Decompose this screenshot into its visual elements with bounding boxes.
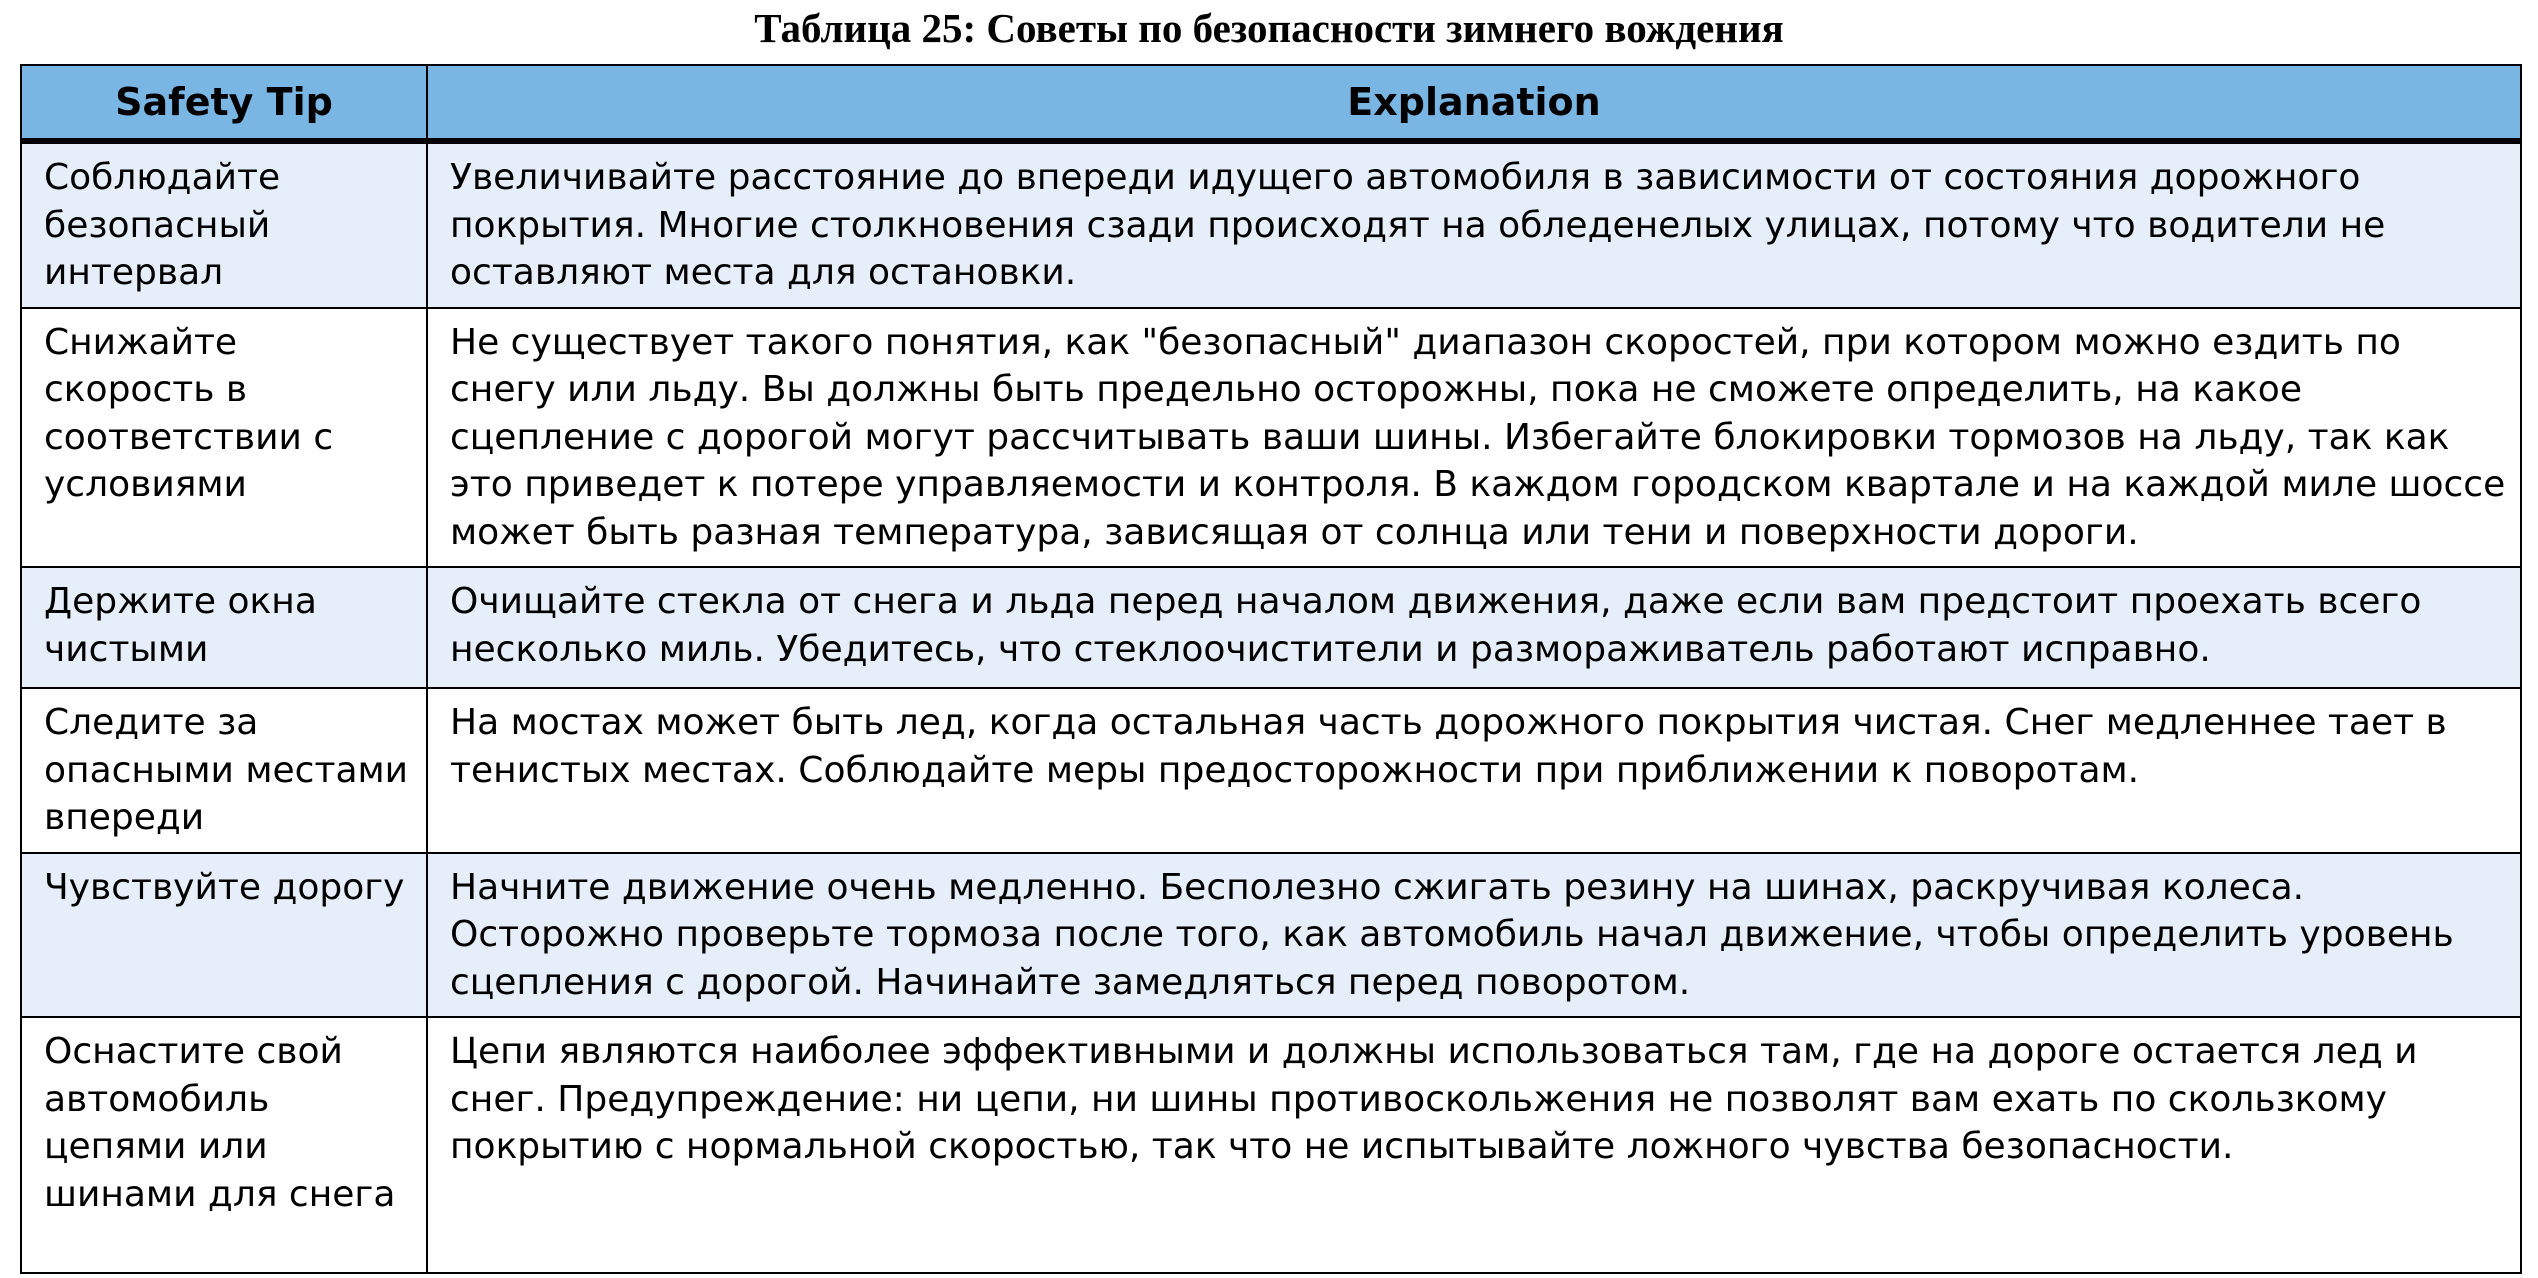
column-header-safety-tip: Safety Tip (21, 65, 427, 141)
explanation-cell: На мостах может быть лед, когда остальная часть дорожного покрытия чистая. Снег медленнее тает в тенистых местах. Соблюдайте меры предосторожности при приближении к поворотам. (427, 688, 2521, 853)
tip-cell: Следите за опасными местами впереди (21, 688, 427, 853)
tip-cell: Снижайте скорость в соответствии с условиями (21, 308, 427, 568)
table-row (21, 141, 2521, 308)
explanation-cell: Цепи являются наиболее эффективными и должны использоваться там, где на дороге остается лед и снег. Предупреждение: ни цепи, ни шины противоскольжения не позволят вам ехать по скользкому покрытию с нормальной скоростью, так что не испытывайте ложного чувства безопасности. (427, 1017, 2521, 1273)
safety-tips-table (20, 64, 2522, 1274)
column-header-explanation: Explanation (427, 65, 2521, 141)
tip-cell: Соблюдайте безопасный интервал (21, 141, 427, 308)
tip-cell: Держите окна чистыми (21, 567, 427, 688)
table-row (21, 308, 2521, 568)
explanation-cell: Увеличивайте расстояние до впереди идущего автомобиля в зависимости от состояния дорожного покрытия. Многие столкновения сзади происходят на обледенелых улицах, потому что водители не оставляют места для остановки. (427, 141, 2521, 308)
table-row (21, 688, 2521, 853)
explanation-cell: Не существует такого понятия, как "безопасный" диапазон скоростей, при котором можно ездить по снегу или льду. Вы должны быть предельно осторожны, пока не сможете определить, на какое сцепление с дорогой могут рассчитывать ваши шины. Избегайте блокировки тормозов на льду, так как это приведет к потере управляемости и контроля. В каждом городском квартале и на каждой миле шоссе может быть разная температура, зависящая от солнца или тени и поверхности дороги. (427, 308, 2521, 568)
tip-cell: Оснастите свой автомобиль цепями или шинами для снега (21, 1017, 427, 1273)
table-row (21, 1017, 2521, 1273)
table-row (21, 853, 2521, 1018)
table-row (21, 567, 2521, 688)
table-caption: Таблица 25: Советы по безопасности зимнего вождения (754, 5, 1784, 51)
explanation-cell: Начните движение очень медленно. Бесполезно сжигать резину на шинах, раскручивая колеса. Осторожно проверьте тормоза после того, как автомобиль начал движение, чтобы определить уровень сцепления с дорогой. Начинайте замедляться перед поворотом. (427, 853, 2521, 1018)
table-header-row (21, 65, 2521, 141)
tip-cell: Чувствуйте дорогу (21, 853, 427, 1018)
explanation-cell: Очищайте стекла от снега и льда перед началом движения, даже если вам предстоит проехать всего несколько миль. Убедитесь, что стеклоочистители и размораживатель работают исправно. (427, 567, 2521, 688)
